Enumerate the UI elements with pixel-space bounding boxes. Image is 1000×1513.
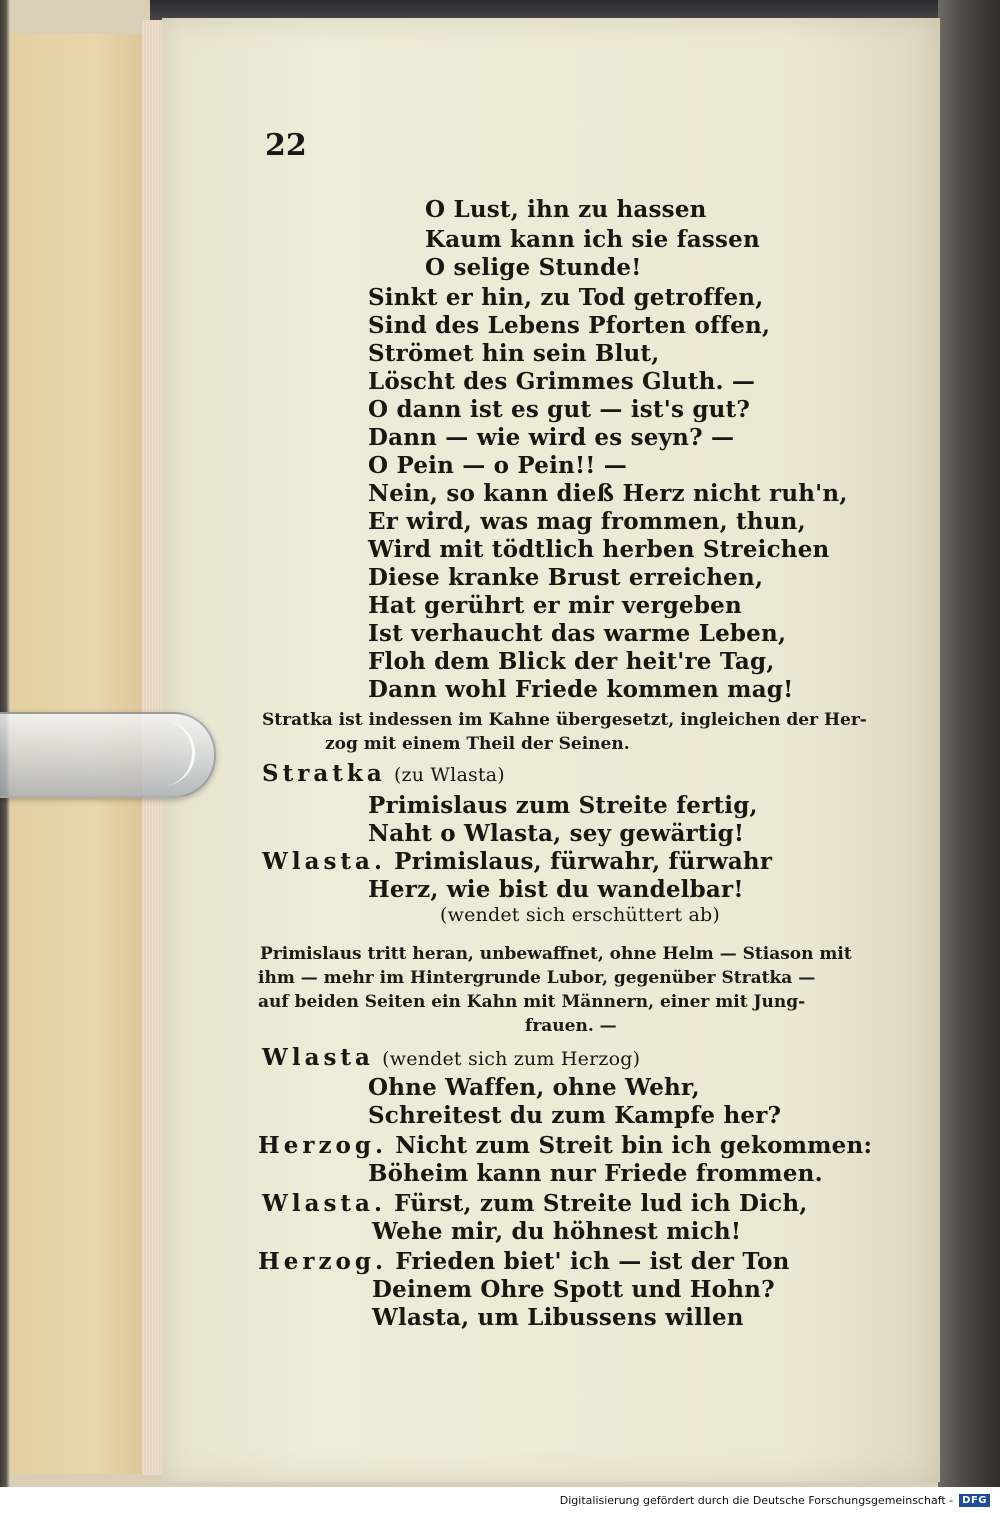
verse-line: Herz, wie bist du wandelbar! (368, 876, 744, 903)
verse-line: Wehe mir, du höhnest mich! (372, 1218, 742, 1245)
stage-direction: frauen. — (525, 1016, 617, 1036)
verse-line: Löscht des Grimmes Gluth. — (368, 368, 756, 395)
verse-line: O Pein — o Pein!! — (368, 452, 627, 479)
speaker-line (262, 760, 505, 787)
verse-line: Schreitest du zum Kampfe her? (368, 1102, 782, 1129)
dfg-logo: DFG (959, 1494, 990, 1507)
verse-line: Frieden biet' ich — ist der Ton (395, 1248, 790, 1275)
verse-line: Deinem Ohre Spott und Hohn? (372, 1276, 775, 1303)
speaker-name: Herzog. (258, 1132, 387, 1159)
stage-direction: Primislaus tritt heran, unbewaffnet, ohne Helm — Stiason mit (260, 944, 852, 964)
stage-direction: auf beiden Seiten ein Kahn mit Männern, einer mit Jung- (258, 992, 806, 1012)
verse-line: Hat gerührt er mir vergeben (368, 592, 742, 619)
verse-line: Kaum kann ich sie fassen (425, 226, 760, 253)
verse-line: Primislaus, fürwahr, fürwahr (394, 848, 773, 875)
verse-line: Er wird, was mag frommen, thun, (368, 508, 806, 535)
speaker-name: Stratka (262, 760, 386, 787)
speaker-name: Wlasta. (262, 848, 386, 875)
verse-line: Floh dem Blick der heit're Tag, (368, 648, 775, 675)
verse-line: Dann wohl Friede kommen mag! (368, 676, 794, 703)
verse-line: Wlasta, um Libussens willen (372, 1304, 744, 1331)
speaker-note: (wendet sich erschüttert ab) (440, 904, 720, 926)
verse-line: Nein, so kann dieß Herz nicht ruh'n, (368, 480, 848, 507)
speaker-name: Wlasta. (262, 1190, 386, 1217)
speaker-line (262, 1044, 640, 1071)
speaker-line (262, 848, 772, 875)
verse-line: Strömet hin sein Blut, (368, 340, 660, 367)
verse-line: Sind des Lebens Pforten offen, (368, 312, 771, 339)
speaker-note: (wendet sich zum Herzog) (382, 1048, 641, 1070)
speaker-line (258, 1248, 790, 1275)
verse-line: Ist verhaucht das warme Leben, (368, 620, 787, 647)
speaker-line (262, 1190, 807, 1217)
page-number: 22 (265, 128, 307, 163)
speaker-name: Herzog. (258, 1248, 387, 1275)
speaker-name: Wlasta (262, 1044, 374, 1071)
stage-direction: zog mit einem Theil der Seinen. (325, 734, 630, 754)
footer-text: Digitalisierung gefördert durch die Deutsche Forschungsgemeinschaft - (559, 1493, 954, 1507)
verse-line: Böheim kann nur Friede frommen. (368, 1160, 823, 1187)
verse-line: O dann ist es gut — ist's gut? (368, 396, 751, 423)
bookmark-tab (0, 712, 216, 798)
verse-line: Naht o Wlasta, sey gewärtig! (368, 820, 745, 847)
verse-line: O Lust, ihn zu hassen (425, 196, 707, 223)
verse-line: Fürst, zum Streite lud ich Dich, (394, 1190, 808, 1217)
verse-line: Wird mit tödtlich herben Streichen (368, 536, 830, 563)
speaker-line (258, 1132, 872, 1159)
stage-direction: Stratka ist indessen im Kahne übergesetzt, ingleichen der Her- (262, 710, 867, 730)
funding-footer (560, 1491, 990, 1509)
verse-line: Dann — wie wird es seyn? — (368, 424, 735, 451)
speaker-note: (zu Wlasta) (393, 764, 505, 786)
verse-line: Diese kranke Brust erreichen, (368, 564, 764, 591)
verse-line: Nicht zum Streit bin ich gekommen: (395, 1132, 873, 1159)
show-through-text (782, 208, 1000, 1208)
verse-line: O selige Stunde! (425, 254, 642, 281)
verse-line: Ohne Waffen, ohne Wehr, (368, 1074, 700, 1101)
stage-direction: ihm — mehr im Hintergrunde Lubor, gegenüber Stratka — (258, 968, 816, 988)
verse-line: Sinkt er hin, zu Tod getroffen, (368, 284, 764, 311)
verse-line: Primislaus zum Streite fertig, (368, 792, 758, 819)
